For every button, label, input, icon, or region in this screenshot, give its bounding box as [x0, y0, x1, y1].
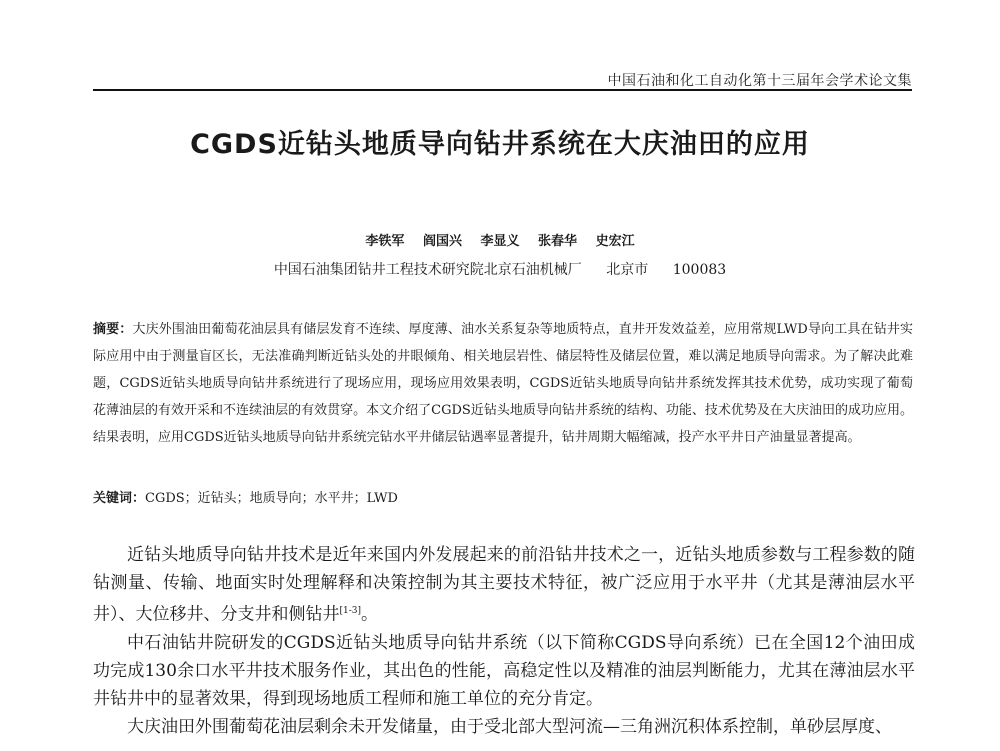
- paragraph-text: 近钻头地质导向钻井技术是近年来国内外发展起来的前沿钻井技术之一，近钻头地质参数与工程参数的随钻测量、传输、地面实时处理解释和决策控制为其主要技术特征，被广泛应用于水平井（尤其是薄油层水平井）、大位移井、分支井和侧钻井: [93, 545, 915, 625]
- running-header: 中国石油和化工自动化第十三届年会学术论文集: [607, 73, 912, 89]
- paper-title: CGDS近钻头地质导向钻井系统在大庆油田的应用: [190, 129, 810, 160]
- body-paragraph: [93, 541, 915, 629]
- author: 李显义: [480, 234, 520, 249]
- affiliation-city: 北京市: [606, 262, 649, 278]
- affiliation: [0, 259, 1000, 279]
- author-list: [0, 230, 1000, 249]
- author: 张春华: [538, 234, 578, 249]
- abstract-text: 大庆外围油田葡萄花油层具有储层发育不连续、厚度薄、油水关系复杂等地质特点，直井开发效益差，应用常规LWD导向工具在钻井实际应用中由于测量盲区长，无法准确判断近钻头处的井眼倾角、相关地层岩性、储层特性及储层位置，难以满足地质导向需求。为了解决此难题，CGDS近钻头地质导向钻井系统进行了现场应用，现场应用效果表明，CGDS近钻头地质导向钻井系统发挥其技术优势，成功实现了葡萄花薄油层的有效开采和不连续油层的有效贯穿。本文介绍了CGDS近钻头地质导向钻井系统的结构、功能、技术优势及在大庆油田的成功应用。结果表明，应用CGDS近钻头地质导向钻井系统完钻水平井储层钻遇率显著提升，钻井周期大幅缩减，投产水平井日产油量显著提高。: [93, 322, 913, 445]
- abstract-label: 摘要：: [93, 322, 133, 337]
- affiliation-org: 中国石油集团钻井工程技术研究院北京石油机械厂: [273, 262, 582, 278]
- author: 阎国兴: [422, 234, 462, 249]
- paragraph-end: 。: [361, 604, 379, 625]
- abstract: [93, 316, 913, 451]
- author: 史宏江: [595, 234, 635, 249]
- header-rule: [93, 89, 912, 91]
- body-paragraph: 中石油钻井院研发的CGDS近钻头地质导向钻井系统（以下简称CGDS导向系统）已在全国12个油田成功完成130余口水平井技术服务作业，其出色的性能，高稳定性以及精准的油层判断能力，尤其在薄油层水平井钻井中的显著效果，得到现场地质工程师和施工单位的充分肯定。: [93, 632, 915, 709]
- author: 李铁军: [365, 234, 405, 249]
- keywords-label: 关键词：: [93, 491, 146, 506]
- body-text: [93, 541, 915, 741]
- body-paragraph: 大庆油田外围葡萄花油层剩余未开发储量，由于受北部大型河流—三角洲沉积体系控制，单砂层厚度、: [127, 716, 892, 737]
- keywords: [93, 489, 913, 509]
- citation-superscript: [1-3]: [339, 606, 362, 616]
- keywords-text: CGDS；近钻头；地质导向；水平井；LWD: [145, 491, 398, 506]
- affiliation-zip: 100083: [672, 262, 727, 278]
